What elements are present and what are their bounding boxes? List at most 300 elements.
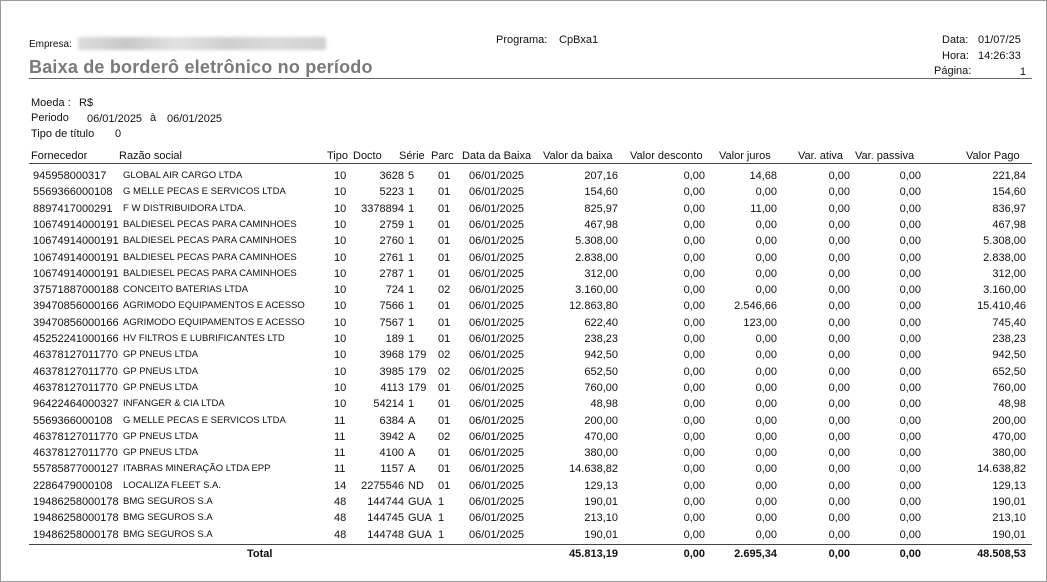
cell-fornecedor: 46378127011770 (33, 365, 118, 378)
cell-valor-pago: 470,00 (992, 430, 1026, 443)
periodo-label: Periodo (31, 112, 69, 124)
total-var-passiva: 0,00 (899, 548, 921, 560)
cell-tipo: 11 (334, 430, 346, 443)
cell-docto: 4100 (379, 447, 404, 460)
total-valor-desconto: 0,00 (683, 548, 705, 560)
cell-var-passiva: 0,00 (899, 496, 921, 508)
cell-valor-pago: 467,98 (992, 218, 1026, 231)
cell-parc: 01 (438, 398, 451, 411)
table-row (0, 431, 1047, 447)
table-row (0, 333, 1047, 349)
table-row (0, 529, 1047, 545)
cell-valor-baixa: 200,00 (584, 414, 618, 427)
cell-valor-juros: 0,00 (755, 333, 777, 345)
table-row (0, 496, 1047, 512)
cell-tipo: 10 (334, 398, 347, 411)
cell-var-passiva: 0,00 (899, 528, 921, 541)
table-row (0, 170, 1047, 186)
col-razao-social: Razão social (119, 150, 182, 162)
cell-var-ativa: 0,00 (828, 447, 850, 460)
col-data-baixa: Data da Baixa (462, 150, 532, 162)
cell-razao-social: GP PNEUS LTDA (123, 349, 199, 361)
cell-valor-pago: 942,50 (992, 349, 1026, 362)
cell-razao-social: GLOBAL AIR CARGO LTDA (123, 170, 243, 181)
col-docto: Docto (353, 150, 382, 162)
cell-valor-juros: 0,00 (755, 284, 777, 297)
cell-var-passiva: 0,00 (899, 512, 921, 525)
cell-var-passiva: 0,00 (899, 186, 921, 199)
cell-valor-juros: 2.546,66 (734, 300, 777, 313)
total-valor-pago: 48.508,53 (977, 548, 1026, 560)
cell-docto: 5223 (379, 186, 404, 199)
cell-razao-social: ITABRAS MINERAÇÃO LTDA EPP (123, 463, 271, 475)
cell-parc: 01 (438, 251, 451, 264)
cell-var-passiva: 0,00 (899, 251, 921, 264)
cell-var-passiva: 0,00 (899, 381, 921, 394)
cell-var-ativa: 0,00 (828, 251, 850, 264)
cell-serie: 179 (408, 349, 427, 362)
cell-valor-juros: 0,00 (755, 479, 777, 492)
cell-razao-social: INFANGER & CIA LTDA (123, 398, 225, 410)
cell-var-ativa: 0,00 (828, 349, 850, 362)
cell-data-baixa: 06/01/2025 (469, 267, 525, 280)
cell-var-ativa: 0,00 (828, 496, 850, 508)
cell-data-baixa: 06/01/2025 (469, 300, 525, 313)
cell-valor-baixa: 3.160,00 (575, 284, 618, 297)
table-row (0, 398, 1047, 414)
cell-var-passiva: 0,00 (899, 333, 921, 345)
cell-valor-juros: 0,00 (755, 398, 777, 411)
cell-valor-juros: 0,00 (755, 251, 777, 264)
cell-valor-pago: 760,00 (992, 381, 1026, 394)
cell-tipo: 10 (334, 186, 347, 199)
data-label: Data: (942, 34, 969, 46)
table-row (0, 268, 1047, 284)
cell-var-passiva: 0,00 (899, 202, 921, 215)
cell-valor-juros: 0,00 (755, 365, 777, 378)
cell-docto: 3378894 (361, 202, 404, 215)
cell-valor-desconto: 0,00 (683, 447, 705, 460)
cell-serie: 1 (408, 186, 415, 199)
cell-razao-social: G MELLE PECAS E SERVICOS LTDA (123, 414, 286, 426)
cell-var-ativa: 0,00 (828, 430, 850, 443)
periodo-separator: à (150, 112, 157, 124)
total-divider (29, 544, 1032, 545)
cell-tipo: 10 (334, 316, 347, 329)
total-valor-baixa: 45.813,19 (569, 548, 618, 560)
cell-razao-social: BALDIESEL PECAS PARA CAMINHOES (123, 251, 297, 263)
cell-docto: 6384 (379, 414, 404, 427)
programa-value: CpBxa1 (559, 34, 599, 46)
cell-valor-desconto: 0,00 (683, 528, 705, 541)
cell-var-ativa: 0,00 (828, 170, 850, 182)
cell-docto: 3968 (379, 349, 404, 362)
cell-razao-social: BMG SEGUROS S.A (123, 512, 213, 524)
hora-label: Hora: (942, 50, 969, 62)
cell-tipo: 10 (334, 202, 347, 215)
cell-var-passiva: 0,00 (899, 170, 921, 182)
cell-fornecedor: 19486258000178 (33, 496, 119, 508)
cell-serie: 1 (408, 202, 415, 215)
cell-docto: 3628 (379, 170, 404, 182)
col-var-passiva: Var. passiva (855, 150, 915, 162)
cell-fornecedor: 10674914000191 (33, 251, 119, 264)
cell-parc: 01 (438, 267, 451, 280)
cell-valor-juros: 14,68 (749, 170, 777, 182)
cell-data-baixa: 06/01/2025 (469, 349, 525, 362)
cell-valor-juros: 123,00 (743, 316, 777, 329)
table-row (0, 349, 1047, 365)
cell-var-ativa: 0,00 (828, 365, 850, 378)
cell-parc: 01 (438, 463, 451, 476)
hora-value: 14:26:33 (978, 50, 1021, 62)
table-row (0, 235, 1047, 251)
cell-data-baixa: 06/01/2025 (469, 186, 525, 199)
cell-valor-pago: 238,23 (992, 333, 1026, 345)
cell-valor-baixa: 2.838,00 (575, 251, 618, 264)
cell-valor-baixa: 238,23 (584, 333, 618, 345)
cell-valor-pago: 15.410,46 (977, 300, 1026, 313)
cell-var-passiva: 0,00 (899, 218, 921, 231)
cell-docto: 2759 (379, 218, 404, 231)
cell-fornecedor: 10674914000191 (33, 218, 119, 231)
cell-data-baixa: 06/01/2025 (469, 218, 525, 231)
cell-valor-baixa: 207,16 (584, 170, 618, 182)
col-serie: Série (399, 150, 425, 162)
table-row (0, 252, 1047, 268)
cell-tipo: 11 (334, 414, 346, 427)
cell-valor-baixa: 622,40 (584, 316, 618, 329)
cell-docto: 724 (385, 284, 404, 297)
cell-valor-baixa: 760,00 (584, 381, 618, 394)
cell-fornecedor: 45252241000166 (33, 333, 119, 345)
cell-serie: 1 (408, 300, 415, 313)
header-divider (29, 163, 1032, 164)
cell-tipo: 10 (334, 284, 347, 297)
cell-fornecedor: 46378127011770 (33, 447, 118, 460)
col-tipo: Tipo (327, 150, 348, 162)
cell-razao-social: BALDIESEL PECAS PARA CAMINHOES (123, 218, 297, 230)
cell-var-ativa: 0,00 (828, 414, 850, 427)
cell-parc: 01 (438, 300, 451, 313)
cell-data-baixa: 06/01/2025 (469, 479, 525, 492)
cell-tipo: 10 (334, 267, 347, 280)
cell-fornecedor: 10674914000191 (33, 267, 119, 280)
cell-data-baixa: 06/01/2025 (469, 235, 525, 248)
cell-serie: GUA (408, 512, 432, 525)
cell-valor-baixa: 190,01 (584, 496, 618, 508)
cell-parc: 02 (438, 349, 451, 362)
cell-parc: 01 (438, 479, 451, 492)
cell-tipo: 48 (334, 528, 347, 541)
cell-fornecedor: 39470856000166 (33, 316, 119, 329)
table-row (0, 317, 1047, 333)
cell-serie: 1 (408, 235, 415, 248)
cell-razao-social: CONCEITO BATERIAS LTDA (123, 284, 249, 296)
cell-parc: 01 (438, 202, 451, 215)
cell-valor-pago: 745,40 (992, 316, 1026, 329)
cell-data-baixa: 06/01/2025 (469, 202, 525, 215)
moeda-value: R$ (79, 97, 94, 109)
total-valor-juros: 2.695,34 (734, 548, 777, 560)
cell-valor-baixa: 213,10 (584, 512, 618, 525)
cell-razao-social: BMG SEGUROS S.A (123, 496, 213, 507)
table-row (0, 203, 1047, 219)
cell-valor-desconto: 0,00 (683, 300, 705, 313)
cell-valor-desconto: 0,00 (683, 284, 705, 297)
cell-parc: 02 (438, 284, 451, 297)
cell-fornecedor: 46378127011770 (33, 430, 118, 443)
cell-docto: 7567 (379, 316, 404, 329)
cell-valor-juros: 0,00 (755, 381, 777, 394)
report-title: Baixa de borderô eletrônico no período (29, 57, 373, 77)
table-row (0, 463, 1047, 479)
col-var-ativa: Var. ativa (798, 150, 844, 162)
table-row (0, 300, 1047, 316)
col-valor-juros: Valor juros (719, 150, 771, 162)
cell-valor-desconto: 0,00 (683, 202, 705, 215)
cell-valor-desconto: 0,00 (683, 496, 705, 508)
cell-var-ativa: 0,00 (828, 284, 850, 297)
cell-valor-desconto: 0,00 (683, 251, 705, 264)
cell-fornecedor: 39470856000166 (33, 300, 119, 313)
cell-valor-desconto: 0,00 (683, 267, 705, 280)
cell-var-ativa: 0,00 (828, 235, 850, 248)
cell-tipo: 11 (334, 463, 346, 476)
cell-serie: 1 (408, 284, 415, 297)
periodo-from: 06/01/2025 (87, 113, 143, 125)
cell-razao-social: GP PNEUS LTDA (123, 447, 199, 459)
cell-tipo: 10 (334, 300, 347, 313)
cell-parc: 01 (438, 186, 451, 199)
cell-valor-pago: 129,13 (992, 479, 1026, 492)
cell-fornecedor: 19486258000178 (33, 512, 119, 525)
cell-serie: 1 (408, 218, 415, 231)
tipo-titulo-label: Tipo de título (31, 128, 95, 140)
cell-valor-juros: 0,00 (755, 349, 777, 362)
pagina-label: Página: (934, 65, 972, 77)
cell-var-passiva: 0,00 (899, 479, 921, 492)
cell-valor-juros: 0,00 (755, 528, 777, 541)
cell-parc: 01 (438, 218, 451, 231)
cell-data-baixa: 06/01/2025 (469, 512, 525, 525)
cell-serie: GUA (408, 496, 432, 508)
table-row (0, 480, 1047, 496)
cell-razao-social: GP PNEUS LTDA (123, 381, 199, 393)
data-value: 01/07/25 (978, 34, 1021, 46)
cell-parc: 01 (438, 414, 451, 427)
cell-data-baixa: 06/01/2025 (469, 496, 525, 508)
cell-var-passiva: 0,00 (899, 463, 921, 476)
cell-razao-social: BALDIESEL PECAS PARA CAMINHOES (123, 235, 297, 247)
cell-valor-juros: 0,00 (755, 186, 777, 199)
cell-valor-baixa: 48,98 (590, 398, 618, 411)
cell-var-passiva: 0,00 (899, 414, 921, 427)
cell-docto: 144745 (367, 512, 404, 525)
cell-tipo: 14 (334, 479, 347, 492)
cell-razao-social: AGRIMODO EQUIPAMENTOS E ACESSO (123, 316, 305, 328)
cell-serie: 1 (408, 267, 415, 280)
cell-valor-juros: 0,00 (755, 414, 777, 427)
cell-razao-social: F W DISTRIBUIDORA LTDA. (123, 202, 246, 214)
cell-valor-baixa: 942,50 (584, 349, 618, 362)
cell-docto: 1157 (380, 463, 404, 476)
cell-valor-desconto: 0,00 (683, 414, 705, 427)
cell-serie: A (408, 430, 416, 443)
cell-valor-juros: 0,00 (755, 430, 777, 443)
cell-valor-baixa: 467,98 (584, 218, 618, 231)
cell-docto: 3942 (379, 430, 404, 443)
cell-razao-social: BMG SEGUROS S.A (123, 528, 213, 540)
cell-valor-desconto: 0,00 (683, 170, 705, 182)
col-valor-pago: Valor Pago (966, 150, 1020, 162)
cell-valor-pago: 14.638,82 (977, 463, 1026, 476)
cell-valor-juros: 0,00 (755, 447, 777, 460)
cell-var-ativa: 0,00 (828, 300, 850, 313)
cell-parc: 01 (438, 333, 451, 345)
cell-valor-juros: 0,00 (755, 463, 777, 476)
cell-tipo: 10 (334, 170, 347, 182)
cell-fornecedor: 46378127011770 (33, 349, 118, 362)
cell-serie: 1 (408, 398, 415, 411)
cell-serie: A (408, 463, 416, 476)
cell-data-baixa: 06/01/2025 (469, 414, 525, 427)
cell-fornecedor: 8897417000291 (33, 202, 113, 215)
cell-fornecedor: 5569366000108 (33, 414, 113, 427)
cell-tipo: 10 (334, 381, 347, 394)
cell-docto: 2275546 (361, 479, 404, 492)
cell-valor-juros: 0,00 (755, 496, 777, 508)
cell-tipo: 48 (334, 512, 347, 525)
cell-var-ativa: 0,00 (828, 398, 850, 411)
cell-tipo: 10 (334, 251, 347, 264)
cell-fornecedor: 945958000317 (33, 170, 107, 182)
cell-tipo: 10 (334, 349, 347, 362)
cell-var-ativa: 0,00 (828, 202, 850, 215)
cell-tipo: 10 (334, 218, 347, 231)
cell-var-ativa: 0,00 (828, 479, 850, 492)
cell-data-baixa: 06/01/2025 (469, 463, 525, 476)
cell-valor-juros: 0,00 (755, 235, 777, 248)
cell-data-baixa: 06/01/2025 (469, 365, 525, 378)
cell-fornecedor: 46378127011770 (33, 381, 118, 394)
cell-docto: 4113 (380, 381, 404, 394)
cell-razao-social: G MELLE PECAS E SERVICOS LTDA (123, 186, 286, 198)
cell-tipo: 11 (334, 447, 346, 460)
cell-fornecedor: 19486258000178 (33, 528, 119, 541)
table-row (0, 366, 1047, 382)
cell-docto: 2787 (379, 267, 404, 280)
table-row (0, 219, 1047, 235)
cell-data-baixa: 06/01/2025 (469, 398, 525, 411)
cell-valor-baixa: 154,60 (584, 186, 618, 199)
cell-valor-pago: 221,84 (992, 170, 1026, 182)
cell-valor-baixa: 5.308,00 (575, 235, 618, 248)
cell-tipo: 48 (334, 496, 347, 508)
table-row (0, 186, 1047, 202)
cell-parc: 01 (438, 447, 451, 460)
cell-razao-social: AGRIMODO EQUIPAMENTOS E ACESSO (123, 300, 305, 312)
cell-tipo: 10 (334, 235, 347, 248)
col-parc: Parc (431, 150, 454, 162)
empresa-redacted (78, 37, 326, 50)
title-divider (29, 78, 1032, 79)
cell-serie: GUA (408, 528, 432, 541)
cell-serie: ND (408, 479, 424, 492)
cell-valor-desconto: 0,00 (683, 218, 705, 231)
cell-valor-pago: 213,10 (992, 512, 1026, 525)
cell-razao-social: GP PNEUS LTDA (123, 365, 199, 377)
cell-fornecedor: 2286479000108 (33, 479, 113, 492)
cell-valor-pago: 190,01 (992, 496, 1026, 508)
cell-data-baixa: 06/01/2025 (469, 251, 525, 264)
cell-razao-social: BALDIESEL PECAS PARA CAMINHOES (123, 267, 297, 279)
cell-var-passiva: 0,00 (899, 267, 921, 280)
cell-serie: 1 (408, 316, 415, 329)
cell-parc: 02 (438, 365, 451, 378)
cell-valor-pago: 200,00 (992, 414, 1026, 427)
cell-razao-social: GP PNEUS LTDA (123, 430, 199, 442)
cell-var-ativa: 0,00 (828, 463, 850, 476)
cell-valor-desconto: 0,00 (683, 479, 705, 492)
cell-valor-desconto: 0,00 (683, 316, 705, 329)
cell-valor-pago: 190,01 (992, 528, 1026, 541)
cell-valor-pago: 48,98 (998, 398, 1026, 411)
cell-valor-desconto: 0,00 (683, 349, 705, 362)
cell-valor-pago: 3.160,00 (983, 284, 1026, 297)
cell-serie: 5 (408, 170, 415, 182)
cell-var-passiva: 0,00 (899, 430, 921, 443)
cell-serie: 1 (408, 333, 415, 345)
pagina-value: 1 (1019, 66, 1026, 78)
cell-valor-desconto: 0,00 (683, 381, 705, 394)
cell-valor-desconto: 0,00 (683, 235, 705, 248)
cell-docto: 144748 (367, 528, 404, 541)
cell-valor-pago: 154,60 (992, 186, 1026, 199)
tipo-titulo-value: 0 (115, 128, 122, 140)
cell-var-ativa: 0,00 (828, 267, 850, 280)
cell-parc: 1 (438, 496, 445, 508)
cell-var-passiva: 0,00 (899, 447, 921, 460)
col-fornecedor: Fornecedor (31, 150, 88, 162)
cell-parc: 02 (438, 430, 451, 443)
cell-serie: A (408, 414, 416, 427)
cell-valor-pago: 380,00 (992, 447, 1026, 460)
cell-fornecedor: 10674914000191 (33, 235, 119, 248)
cell-valor-desconto: 0,00 (683, 333, 705, 345)
col-valor-baixa: Valor da baixa (543, 150, 613, 162)
table-row (0, 415, 1047, 431)
cell-docto: 2761 (379, 251, 404, 264)
cell-var-ativa: 0,00 (828, 316, 850, 329)
cell-var-passiva: 0,00 (899, 300, 921, 313)
cell-data-baixa: 06/01/2025 (469, 333, 525, 345)
programa-label: Programa: (496, 34, 548, 46)
cell-parc: 01 (438, 381, 451, 394)
cell-var-passiva: 0,00 (899, 316, 921, 329)
cell-var-passiva: 0,00 (899, 284, 921, 297)
cell-var-passiva: 0,00 (899, 235, 921, 248)
cell-valor-desconto: 0,00 (683, 398, 705, 411)
total-var-ativa: 0,00 (828, 548, 850, 560)
table-row (0, 447, 1047, 463)
cell-fornecedor: 37571887000188 (33, 284, 119, 297)
cell-valor-pago: 836,97 (992, 202, 1026, 215)
cell-var-ativa: 0,00 (828, 186, 850, 199)
cell-razao-social: HV FILTROS E LUBRIFICANTES LTD (123, 333, 285, 344)
cell-valor-baixa: 12.863,80 (569, 300, 618, 313)
col-valor-desconto: Valor desconto (630, 150, 703, 162)
